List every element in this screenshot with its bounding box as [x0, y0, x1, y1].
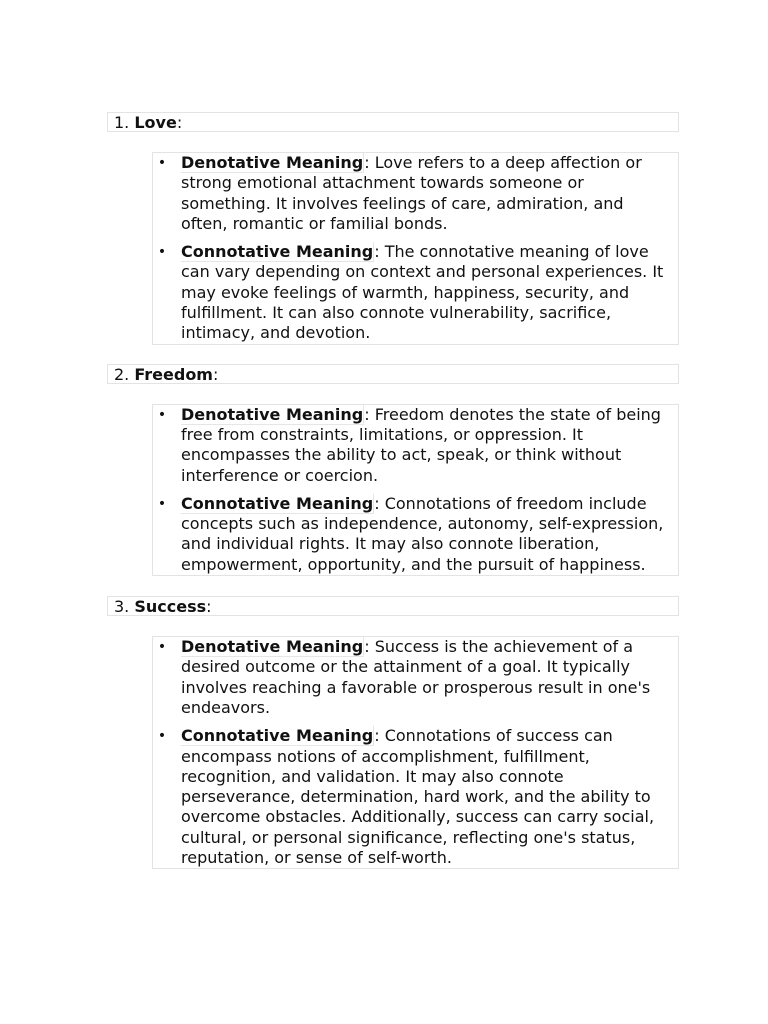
- meaning-text: : The connotative meaning of love can vary depending on context and personal experiences. It may evoke feelings of warmth, happiness, security, and fulfillment. It can also connote vulnerability, sacrifice, intimacy, and devotion.: [181, 242, 664, 343]
- meaning-text: : Connotations of success can encompass notions of accomplishment, fulfillment, recognition, and validation. It may also connote perseverance, determination, hard work, and the ability to overcome obstacles. Additionally, success can carry social, cultural, or personal significance, reflecting one's status, reputation, or sense of self-worth.: [181, 726, 655, 868]
- meaning-text: : Connotations of freedom include concepts such as independence, autonomy, self-expression, and individual rights. It may also connote liberation, empowerment, opportunity, and the pursuit of happiness.: [181, 493, 664, 574]
- document-body: [107, 112, 679, 869]
- list-item: [157, 153, 674, 234]
- meaning-list: [152, 636, 679, 869]
- section-colon: :: [176, 113, 183, 132]
- list-item: [157, 242, 674, 343]
- section-number: 2.: [114, 364, 130, 384]
- section-love: [107, 112, 679, 345]
- meaning-label: Connotative Meaning: [181, 242, 374, 262]
- section-success: [107, 596, 679, 869]
- meaning-label: Connotative Meaning: [181, 493, 374, 513]
- list-item: [157, 637, 674, 718]
- bullet-icon: •: [157, 244, 167, 261]
- section-term: Freedom: [134, 364, 213, 384]
- meaning-list: [152, 404, 679, 576]
- section-heading: [107, 112, 679, 132]
- meaning-text: : Success is the achievement of a desired outcome or the attainment of a goal. It typically involves reaching a favorable or prosperous result in one's endeavors.: [181, 637, 651, 717]
- meaning-text: : Love refers to a deep affection or strong emotional attachment towards someone or something. It involves feelings of care, admiration, and often, romantic or familial bonds.: [181, 153, 642, 233]
- list-item: [157, 404, 674, 486]
- meaning-label: Connotative Meaning: [181, 726, 374, 746]
- section-colon: :: [206, 597, 212, 617]
- meaning-label: Denotative Meaning: [181, 637, 364, 657]
- bullet-icon: •: [157, 406, 167, 423]
- section-colon: :: [212, 364, 219, 384]
- bullet-icon: •: [157, 639, 167, 656]
- section-number: 1.: [114, 113, 130, 132]
- bullet-icon: •: [157, 728, 167, 745]
- list-item: [157, 493, 674, 575]
- section-freedom: [107, 364, 679, 576]
- section-heading: [107, 364, 679, 384]
- bullet-icon: •: [157, 495, 167, 512]
- meaning-label: Denotative Meaning: [181, 153, 364, 172]
- section-term: Love: [134, 113, 177, 132]
- meaning-label: Denotative Meaning: [181, 404, 364, 424]
- section-term: Success: [134, 597, 207, 617]
- meaning-list: [152, 152, 679, 345]
- section-heading: [107, 596, 679, 616]
- list-item: [157, 726, 674, 868]
- section-number: 3.: [114, 597, 130, 617]
- bullet-icon: •: [157, 155, 167, 171]
- meaning-text: : Freedom denotes the state of being free from constraints, limitations, or oppression. It encompasses the ability to act, speak, or think without interference or coercion.: [181, 404, 661, 485]
